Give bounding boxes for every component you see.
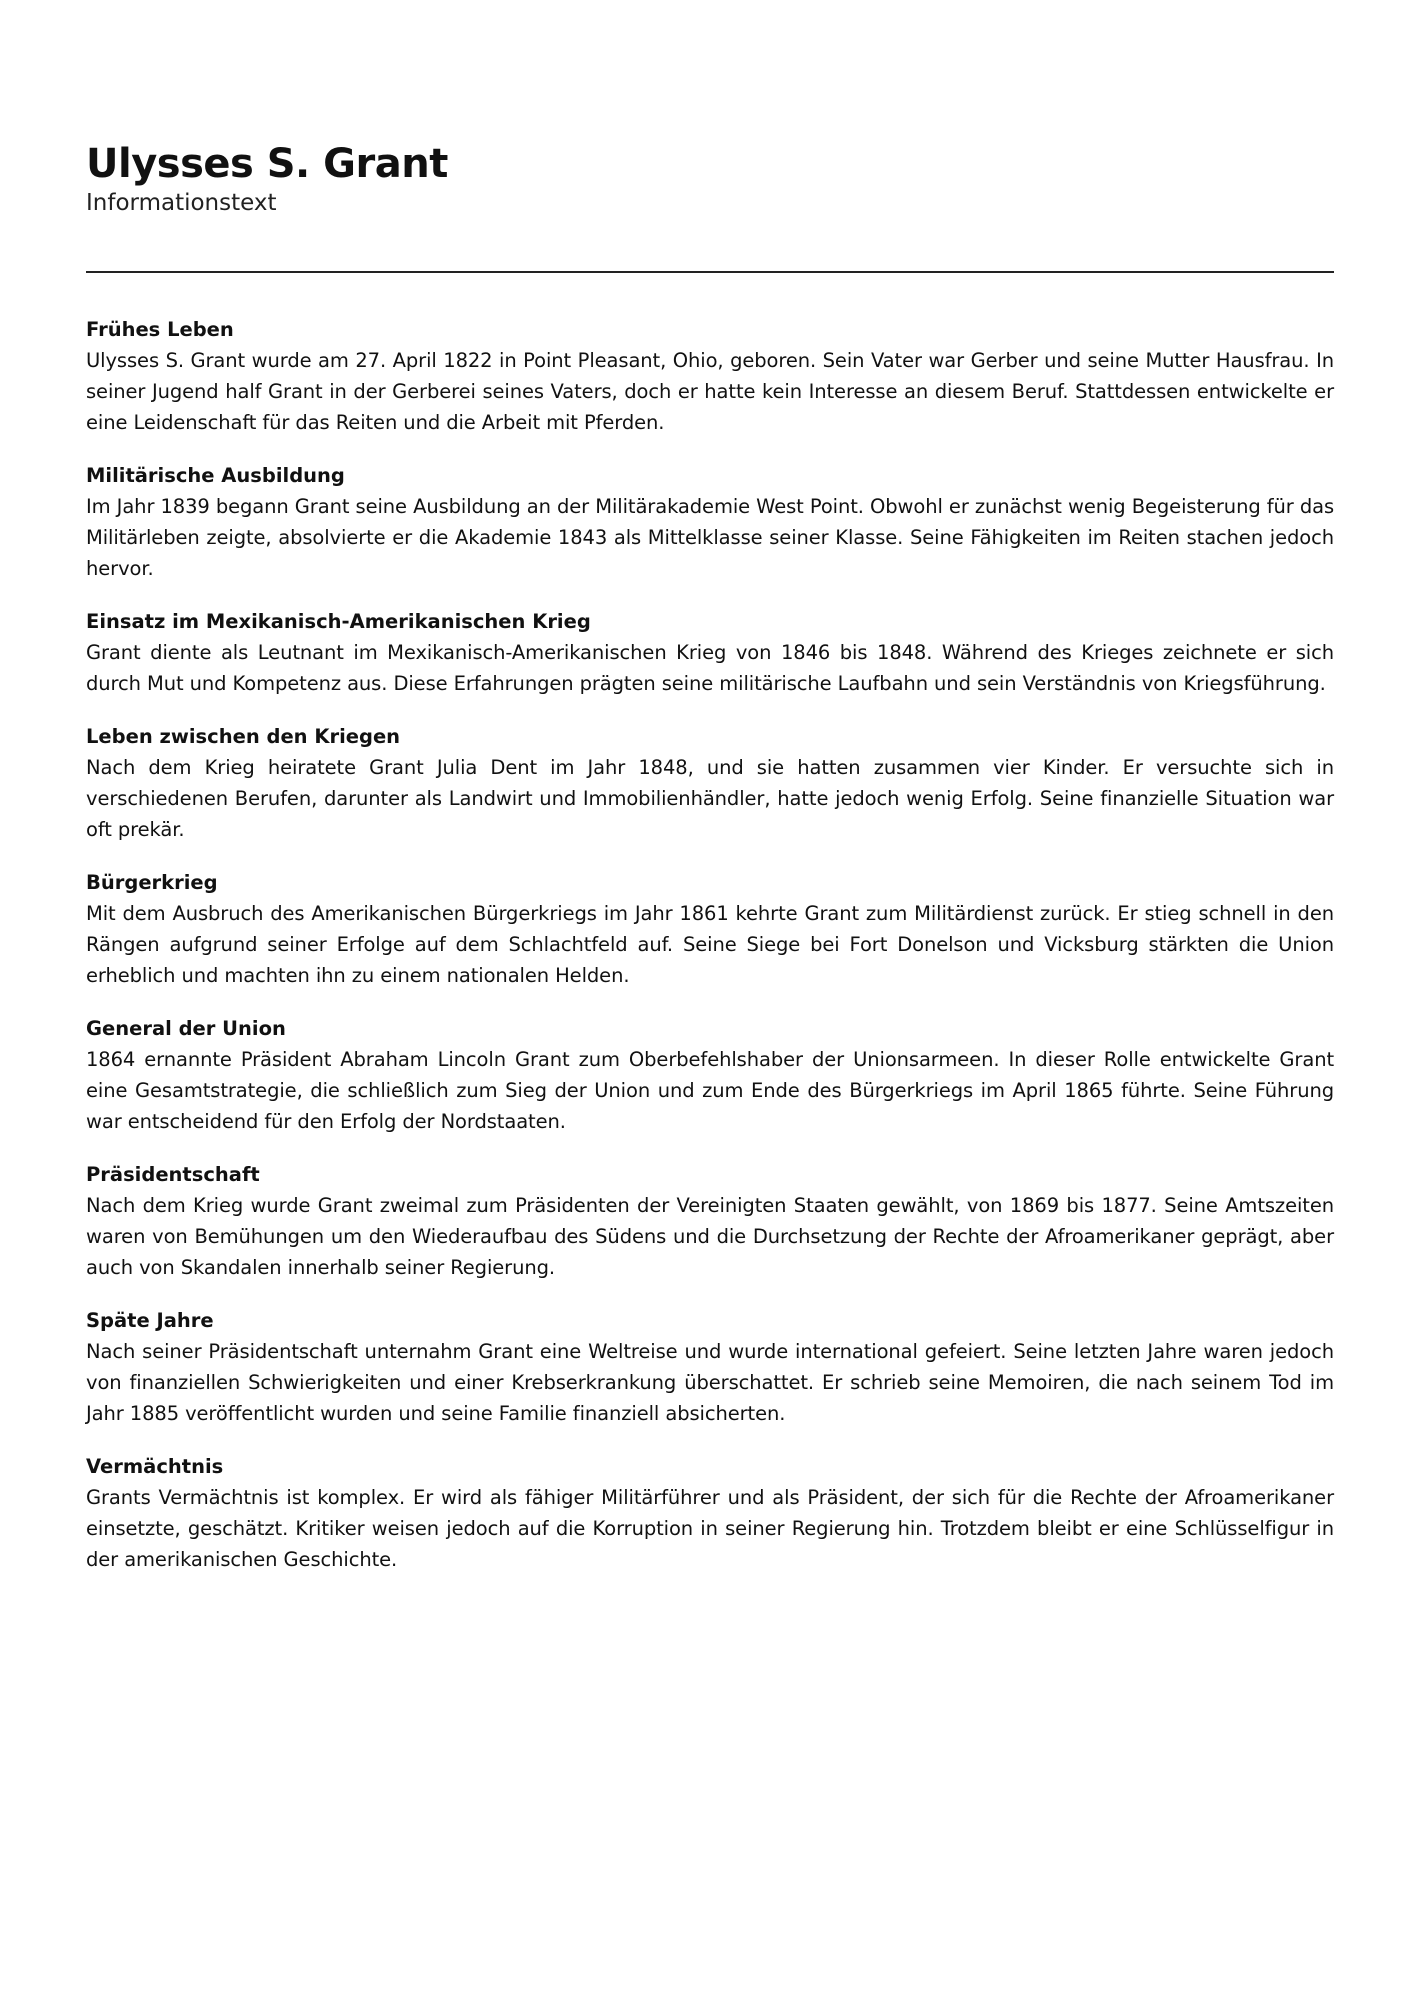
document-title: Ulysses S. Grant [86, 141, 448, 187]
section-buergerkrieg [86, 867, 1334, 991]
section-body: Nach seiner Präsidentschaft unternahm Grant eine Weltreise und wurde international gefeiert. Seine letzten Jahre waren jedoch von finanziellen Schwierigkeiten und einer Krebserkrankung überschattet. Er schrieb seine Memoiren, die nach seinem Tod im Jahr 1885 veröffentlicht wurden und seine Familie finanziell absicherten. [86, 1340, 1334, 1425]
section-militaerische-ausbildung [86, 460, 1334, 584]
sections-container [86, 314, 1334, 1597]
section-vermaechtnis [86, 1451, 1334, 1575]
section-body: Grant diente als Leutnant im Mexikanisch-Amerikanischen Krieg von 1846 bis 1848. Während des Krieges zeichnete er sich durch Mut und Kompetenz aus. Diese Erfahrungen prägten seine militärische Laufbahn und sein Verständnis von Kriegsführung. [86, 641, 1334, 695]
section-heading: Vermächtnis [86, 1455, 224, 1478]
section-body: Grants Vermächtnis ist komplex. Er wird als fähiger Militärführer und als Präsident, der sich für die Rechte der Afroamerikaner einsetzte, geschätzt. Kritiker weisen jedoch auf die Korruption in seiner Regierung hin. Trotzdem bleibt er eine Schlüsselfigur in der amerikanischen Geschichte. [86, 1486, 1334, 1571]
title-divider [86, 271, 1334, 273]
section-praesidentschaft [86, 1159, 1334, 1283]
section-heading: Militärische Ausbildung [86, 464, 345, 487]
section-body: Im Jahr 1839 begann Grant seine Ausbildung an der Militärakademie West Point. Obwohl er zunächst wenig Begeisterung für das Militärleben zeigte, absolvierte er die Akademie 1843 als Mittelklasse seiner Klasse. Seine Fähigkeiten im Reiten stachen jedoch hervor. [86, 495, 1334, 580]
section-body: 1864 ernannte Präsident Abraham Lincoln Grant zum Oberbefehlshaber der Unionsarmeen. In dieser Rolle entwickelte Grant eine Gesamtstrategie, die schließlich zum Sieg der Union und zum Ende des Bürgerkriegs im April 1865 führte. Seine Führung war entscheidend für den Erfolg der Nordstaaten. [86, 1048, 1334, 1133]
section-fruehes-leben [86, 314, 1334, 438]
section-heading: Bürgerkrieg [86, 871, 218, 894]
section-spaete-jahre [86, 1305, 1334, 1429]
section-heading: Späte Jahre [86, 1309, 214, 1332]
section-body: Mit dem Ausbruch des Amerikanischen Bürgerkriegs im Jahr 1861 kehrte Grant zum Militärdienst zurück. Er stieg schnell in den Rängen aufgrund seiner Erfolge auf dem Schlachtfeld auf. Seine Siege bei Fort Donelson und Vicksburg stärkten die Union erheblich und machten ihn zu einem nationalen Helden. [86, 902, 1334, 987]
document-page [86, 140, 1334, 1571]
section-general-der-union [86, 1013, 1334, 1137]
section-body: Nach dem Krieg wurde Grant zweimal zum Präsidenten der Vereinigten Staaten gewählt, von 1869 bis 1877. Seine Amtszeiten waren von Bemühungen um den Wiederaufbau des Südens und die Durchsetzung der Rechte der Afroamerikaner geprägt, aber auch von Skandalen innerhalb seiner Regierung. [86, 1194, 1334, 1279]
section-leben-zwischen-den-kriegen [86, 721, 1334, 845]
section-body: Ulysses S. Grant wurde am 27. April 1822 in Point Pleasant, Ohio, geboren. Sein Vater war Gerber und seine Mutter Hausfrau. In seiner Jugend half Grant in der Gerberei seines Vaters, doch er hatte kein Interesse an diesem Beruf. Stattdessen entwickelte er eine Leidenschaft für das Reiten und die Arbeit mit Pferden. [86, 349, 1334, 434]
section-heading: Frühes Leben [86, 318, 234, 341]
section-mexikanisch-amerikanischer-krieg [86, 606, 1334, 699]
document-subtitle: Informationstext [86, 190, 277, 216]
section-body: Nach dem Krieg heiratete Grant Julia Dent im Jahr 1848, und sie hatten zusammen vier Kinder. Er versuchte sich in verschiedenen Berufen, darunter als Landwirt und Immobilienhändler, hatte jedoch wenig Erfolg. Seine finanzielle Situation war oft prekär. [86, 756, 1334, 841]
section-heading: General der Union [86, 1017, 286, 1040]
section-heading: Präsidentschaft [86, 1163, 260, 1186]
section-heading: Leben zwischen den Kriegen [86, 725, 401, 748]
section-heading: Einsatz im Mexikanisch-Amerikanischen Krieg [86, 610, 591, 633]
